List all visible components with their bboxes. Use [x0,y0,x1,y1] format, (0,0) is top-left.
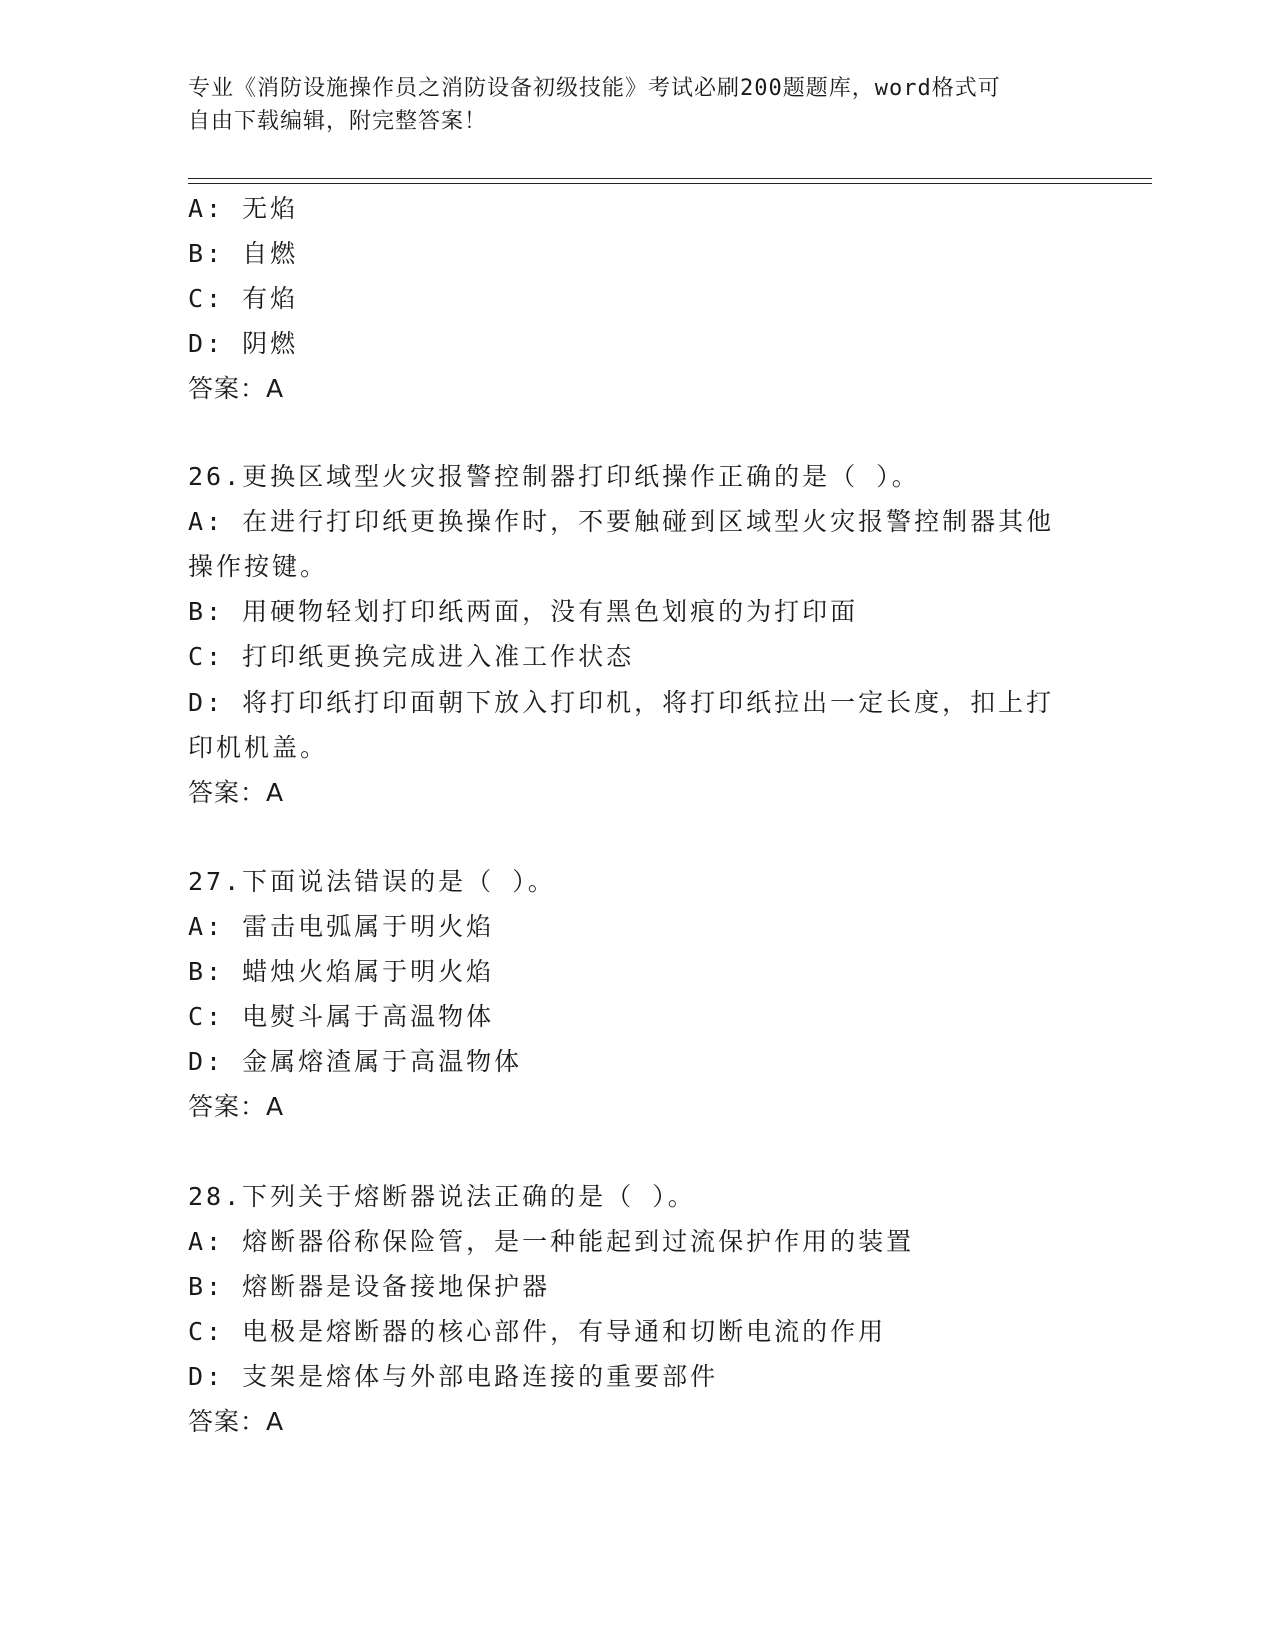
option-d: D: 支架是熔体与外部电路连接的重要部件 [188,1362,719,1391]
header-title-line-2: 自由下载编辑，附完整答案！ [188,109,488,134]
option-c: C: 电熨斗属于高温物体 [188,1002,495,1031]
answer-line: 答案：A [188,1092,285,1121]
question-stem-28: 28.下列关于熔断器说法正确的是（ ）。 [188,1182,696,1211]
option-a: A: 无焰 [188,194,299,223]
option-b: B: 熔断器是设备接地保护器 [188,1272,551,1301]
option-b: B: 用硬物轻划打印纸两面，没有黑色划痕的为打印面 [188,597,859,626]
answer-line: 答案：A [188,778,285,807]
option-a: A: 熔断器俗称保险管，是一种能起到过流保护作用的装置 [188,1227,915,1256]
document-header [188,72,1088,138]
option-a: A: 雷击电弧属于明火焰 [188,912,495,941]
header-divider-top [188,178,1152,179]
answer-line: 答案：A [188,1407,285,1436]
question-stem-27: 27.下面说法错误的是（ ）。 [188,867,556,896]
option-d: D: 金属熔渣属于高温物体 [188,1047,523,1076]
answer-line: 答案：A [188,374,285,403]
option-d-continued: 印机机盖。 [188,733,329,762]
option-d: D: 阴燃 [188,329,299,358]
question-stem-26: 26.更换区域型火灾报警控制器打印纸操作正确的是（ ）。 [188,462,920,491]
option-b: B: 自燃 [188,239,299,268]
header-divider-bottom [188,183,1152,184]
option-a-continued: 操作按键。 [188,552,329,581]
header-title-line-1: 专业《消防设施操作员之消防设备初级技能》考试必刷200题题库，word格式可 [188,76,1001,101]
option-d: D: 将打印纸打印面朝下放入打印机，将打印纸拉出一定长度，扣上打 [188,688,1055,717]
option-b: B: 蜡烛火焰属于明火焰 [188,957,495,986]
option-a: A: 在进行打印纸更换操作时，不要触碰到区域型火灾报警控制器其他 [188,507,1055,536]
option-c: C: 电极是熔断器的核心部件，有导通和切断电流的作用 [188,1317,887,1346]
option-c: C: 打印纸更换完成进入准工作状态 [188,642,635,671]
option-c: C: 有焰 [188,284,299,313]
